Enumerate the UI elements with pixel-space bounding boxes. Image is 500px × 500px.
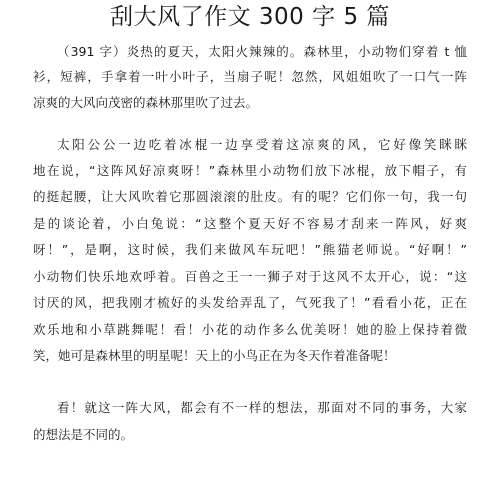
text-line: 的想法是不同的。 bbox=[33, 427, 134, 442]
text-line: 衫，短裤，手拿着一叶小叶子，当扇子呢！忽然，风姐姐吹了一口气一阵 bbox=[33, 69, 467, 84]
text-line: 凉爽的大风向茂密的森林那里吹了过去。 bbox=[33, 95, 259, 110]
text-line: （391 字）炎热的夏天，太阳火辣辣的。森林里，小动物们穿着 t 恤 bbox=[57, 44, 467, 59]
text-line: 笑，她可是森林里的明星呢！天上的小鸟正在为冬天作着准备呢！ bbox=[33, 348, 396, 363]
text-line: 太阳公公一边吃着冰棍一边享受着这凉爽的风，它好像笑眯眯 bbox=[57, 137, 467, 152]
document-title: 刮大风了作文 300 字 5 篇 bbox=[110, 4, 390, 30]
text-line: 呀！”，是啊，这时候，我们来做风车玩吧！”熊猫老师说。“好啊！” bbox=[33, 242, 467, 257]
text-line: 是的谈论着，小白兔说：“这整个夏天好不容易才刮来一阵风，好爽 bbox=[33, 216, 467, 231]
text-line: 讨厌的风，把我刚才梳好的头发给弄乱了，气死我了！”看看小花，正在 bbox=[33, 295, 467, 310]
text-line: 地在说，“这阵风好凉爽呀！”森林里小动物们放下冰棍，放下帽子，有 bbox=[33, 163, 467, 178]
text-line: 欢乐地和小草跳舞呢！看！小花的动作多么优美呀！她的脸上保持着微 bbox=[33, 322, 467, 337]
text-line: 小动物们快乐地欢呼着。百兽之王一一狮子对于这风不太开心，说：“这 bbox=[33, 269, 467, 284]
text-line: 看！就这一阵大风，都会有不一样的想法，那面对不同的事务，大家 bbox=[57, 400, 467, 415]
text-line: 的挺起腰，让大风吹着它那圆滚滚的肚皮。有的呢？它们你一句，我一句 bbox=[33, 189, 467, 204]
